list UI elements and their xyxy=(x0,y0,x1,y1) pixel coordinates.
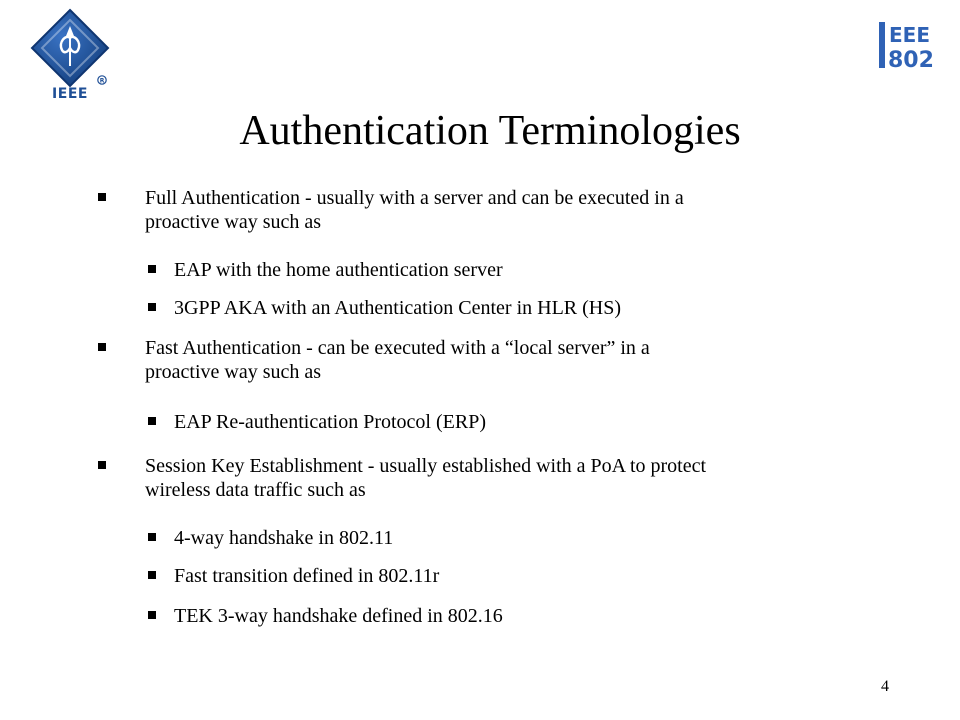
bullet-marker-icon xyxy=(148,571,156,579)
bullet-marker-icon xyxy=(148,417,156,425)
svg-text:IEEE: IEEE xyxy=(52,86,88,100)
bullet-item-full-authentication xyxy=(98,186,888,234)
bullet-text: Fast transition defined in 802.11r xyxy=(174,565,440,587)
bullet-text: 3GPP AKA with an Authentication Center in HLR (HS) xyxy=(174,297,622,319)
sub-bullet-item-3gpp-aka xyxy=(148,296,888,320)
bullet-marker-icon xyxy=(98,193,106,201)
svg-text:R: R xyxy=(99,77,105,85)
sub-bullet-item-fast-transition xyxy=(148,564,888,588)
bullet-text: EAP with the home authentication server xyxy=(174,259,503,281)
bullet-marker-icon xyxy=(148,611,156,619)
bullet-text: Full Authentication - usually with a server and can be executed in a proactive way such as xyxy=(145,187,684,233)
bullet-item-fast-authentication xyxy=(98,336,888,384)
sub-bullet-item-eap-home xyxy=(148,258,888,282)
sub-bullet-item-tek-handshake xyxy=(148,604,888,628)
bullet-marker-icon xyxy=(148,533,156,541)
bullet-text: Session Key Establishment - usually established with a PoA to protect wireless data traffic such as xyxy=(145,455,707,501)
sub-bullet-item-4-way-handshake xyxy=(148,526,888,550)
svg-text:EEE: EEE xyxy=(889,23,930,47)
bullet-marker-icon xyxy=(148,265,156,273)
slide-title: Authentication Terminologies xyxy=(239,108,741,154)
bullet-item-session-key xyxy=(98,454,888,502)
bullet-text: TEK 3-way handshake defined in 802.16 xyxy=(174,605,503,627)
bullet-marker-icon xyxy=(98,343,106,351)
svg-text:802: 802 xyxy=(888,48,934,73)
bullet-text: 4-way handshake in 802.11 xyxy=(174,527,394,549)
bullet-marker-icon xyxy=(98,461,106,469)
page-number: 4 xyxy=(881,678,889,695)
sub-bullet-item-erp xyxy=(148,410,888,434)
bullet-marker-icon xyxy=(148,303,156,311)
bullet-text: Fast Authentication - can be executed with a “local server” in a proactive way such as xyxy=(145,337,650,383)
bullet-text: EAP Re-authentication Protocol (ERP) xyxy=(174,411,486,433)
